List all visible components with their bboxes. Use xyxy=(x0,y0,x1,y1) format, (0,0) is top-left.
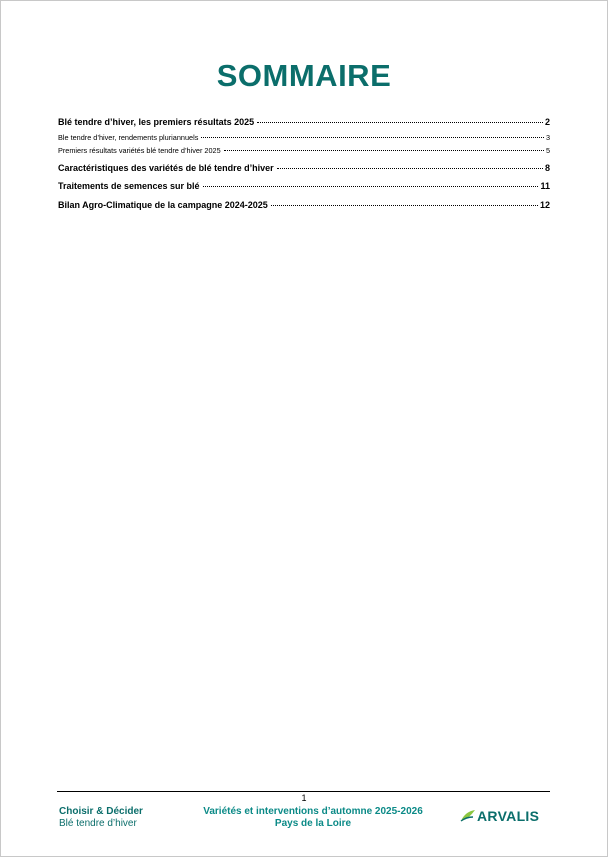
toc-entry-page: 5 xyxy=(545,146,550,155)
toc-leader-dots xyxy=(277,168,543,169)
toc-entry-label: Caractéristiques des variétés de blé tendre d’hiver xyxy=(58,163,274,173)
footer-series-title: Choisir & Décider xyxy=(59,806,143,817)
page-title: SOMMAIRE xyxy=(216,58,392,93)
toc-entry-page: 8 xyxy=(544,163,550,173)
toc-leader-dots xyxy=(203,186,539,187)
toc-entry-label: Ble tendre d’hiver, rendements pluriannuels xyxy=(58,133,199,142)
page-number: 1 xyxy=(301,793,307,803)
toc-entry-page: 11 xyxy=(540,181,550,191)
toc-entry-label: Blé tendre d’hiver, les premiers résultats 2025 xyxy=(58,117,255,127)
toc-entry[interactable] xyxy=(58,146,550,155)
toc-leader-dots xyxy=(257,122,543,123)
toc-entry-page: 2 xyxy=(544,117,550,127)
toc-entry[interactable] xyxy=(58,200,550,210)
logo-text: ARVALIS xyxy=(477,808,540,824)
table-of-contents xyxy=(58,117,550,210)
toc-entry-label: Bilan Agro-Climatique de la campagne 2024-2025 xyxy=(58,200,268,210)
footer-left xyxy=(59,806,143,830)
toc-entry[interactable] xyxy=(58,117,550,127)
arvalis-leaf-icon xyxy=(460,809,476,823)
toc-entry-label: Traitements de semences sur blé xyxy=(58,181,200,191)
arvalis-logo xyxy=(460,806,539,826)
toc-entry-page: 3 xyxy=(545,133,550,142)
footer-publication-title: Variétés et interventions d’automne 2025-2026 xyxy=(203,806,423,817)
footer-divider xyxy=(57,791,550,792)
toc-leader-dots xyxy=(201,137,544,138)
toc-leader-dots xyxy=(271,205,538,206)
footer-series-subtitle: Blé tendre d’hiver xyxy=(59,818,137,829)
toc-leader-dots xyxy=(224,150,544,151)
toc-entry-page: 12 xyxy=(539,200,550,210)
toc-entry[interactable] xyxy=(58,133,550,142)
toc-entry[interactable] xyxy=(58,181,550,191)
toc-entry[interactable] xyxy=(58,163,550,173)
footer-center xyxy=(170,806,456,830)
toc-entry-label: Premiers résultats variétés blé tendre d’hiver 2025 xyxy=(58,146,221,155)
footer-region: Pays de la Loire xyxy=(274,818,352,829)
